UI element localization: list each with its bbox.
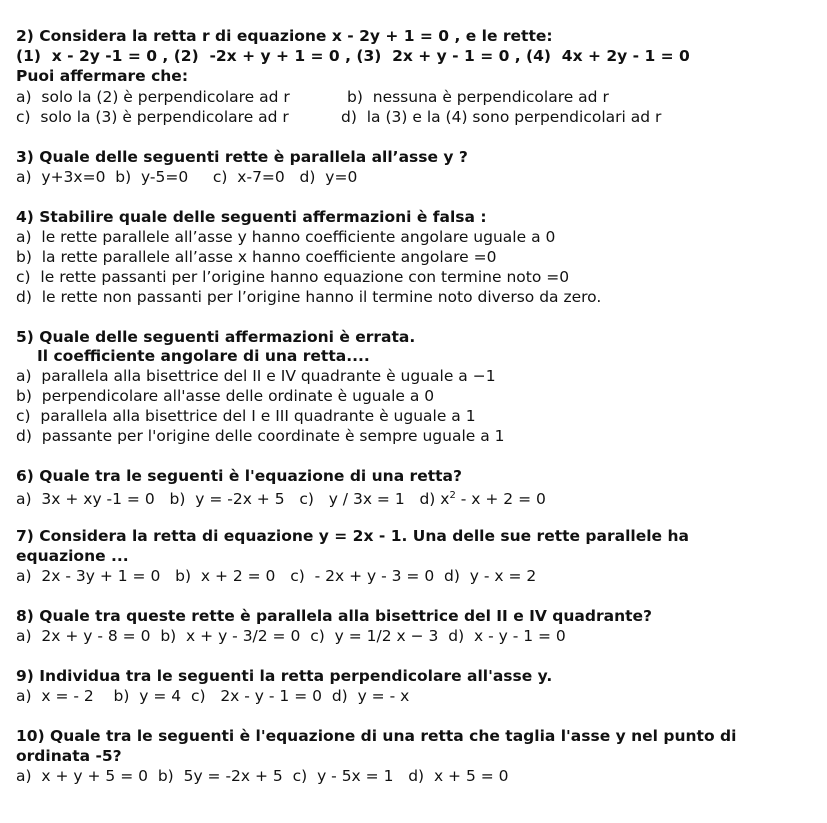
q4-option-d: d) le rette non passanti per l’origine hanno il termine noto diverso da zero. bbox=[16, 288, 602, 306]
q5-title: 5) Quale delle seguenti affermazioni è errata. bbox=[16, 328, 416, 346]
q10-title-cont: ordinata -5? bbox=[16, 747, 122, 765]
q2-rette-list: (1) x - 2y -1 = 0 , (2) -2x + y + 1 = 0 , (3) 2x + y - 1 = 0 , (4) 4x + 2y - 1 = 0 bbox=[16, 47, 690, 65]
q4-option-c: c) le rette passanti per l’origine hanno equazione con termine noto =0 bbox=[16, 268, 570, 286]
q5-option-a: a) parallela alla bisettrice del II e IV quadrante è uguale a −1 bbox=[16, 367, 496, 385]
q2-title: 2) Considera la retta r di equazione x - 2y + 1 = 0 , e le rette: bbox=[16, 27, 553, 45]
q7-title: 7) Considera la retta di equazione y = 2x - 1. Una delle sue rette parallele ha bbox=[16, 527, 689, 545]
q6-title: 6) Quale tra le seguenti è l'equazione di una retta? bbox=[16, 467, 462, 485]
q3-options: a) y+3x=0 b) y-5=0 c) x-7=0 d) y=0 bbox=[16, 168, 358, 186]
q2-option-d: d) la (3) e la (4) sono perpendicolari ad r bbox=[341, 108, 662, 126]
q6-options-text-end: - x + 2 = 0 bbox=[455, 490, 546, 508]
q9-title: 9) Individua tra le seguenti la retta perpendicolare all'asse y. bbox=[16, 667, 553, 685]
q4-option-b: b) la rette parallele all’asse x hanno coefficiente angolare =0 bbox=[16, 248, 497, 266]
q8-options: a) 2x + y - 8 = 0 b) x + y - 3/2 = 0 c) y = 1/2 x − 3 d) x - y - 1 = 0 bbox=[16, 627, 566, 645]
q10-title: 10) Quale tra le seguenti è l'equazione di una retta che taglia l'asse y nel punto di bbox=[16, 727, 737, 745]
q9-options: a) x = - 2 b) y = 4 c) 2x - y - 1 = 0 d) y = - x bbox=[16, 687, 410, 705]
q5-option-c: c) parallela alla bisettrice del I e III quadrante è uguale a 1 bbox=[16, 407, 476, 425]
q2-option-a: a) solo la (2) è perpendicolare ad r bbox=[16, 88, 290, 106]
q7-title-cont: equazione ... bbox=[16, 547, 129, 565]
q5-subtitle: Il coefficiente angolare di una retta.... bbox=[37, 347, 370, 365]
q4-option-a: a) le rette parallele all’asse y hanno coefficiente angolare uguale a 0 bbox=[16, 228, 556, 246]
q4-title: 4) Stabilire quale delle seguenti affermazioni è falsa : bbox=[16, 208, 487, 226]
q5-option-b: b) perpendicolare all'asse delle ordinate è uguale a 0 bbox=[16, 387, 435, 405]
q2-option-c: c) solo la (3) è perpendicolare ad r bbox=[16, 108, 289, 126]
q2-prompt: Puoi affermare che: bbox=[16, 67, 189, 85]
q8-title: 8) Quale tra queste rette è parallela alla bisettrice del II e IV quadrante? bbox=[16, 607, 653, 625]
q3-title: 3) Quale delle seguenti rette è parallela all’asse y ? bbox=[16, 148, 468, 166]
q6-options bbox=[16, 486, 546, 509]
q10-options: a) x + y + 5 = 0 b) 5y = -2x + 5 c) y - 5x = 1 d) x + 5 = 0 bbox=[16, 767, 509, 785]
q5-option-d: d) passante per l'origine delle coordinate è sempre uguale a 1 bbox=[16, 427, 505, 445]
q6-exponent: 2 bbox=[449, 490, 456, 501]
q7-options: a) 2x - 3y + 1 = 0 b) x + 2 = 0 c) - 2x + y - 3 = 0 d) y - x = 2 bbox=[16, 567, 537, 585]
q6-options-text: a) 3x + xy -1 = 0 b) y = -2x + 5 c) y / 3x = 1 d) x bbox=[16, 490, 450, 508]
q2-option-b: b) nessuna è perpendicolare ad r bbox=[347, 88, 609, 106]
